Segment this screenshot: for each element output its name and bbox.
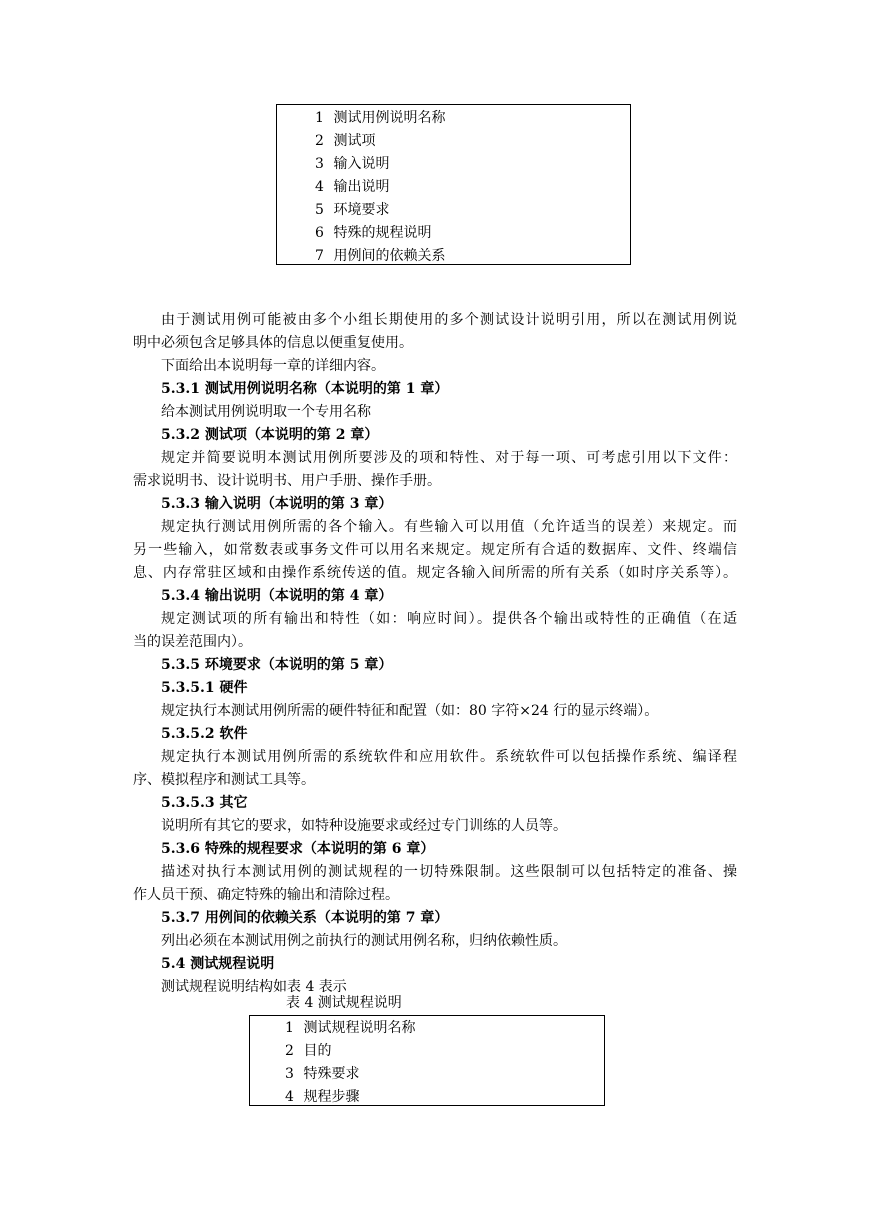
paragraph: 列出必须在本测试用例之前执行的测试用例名称，归纳依赖性质。: [161, 933, 567, 949]
paragraph-line: 规定并简要说明本测试用例所要涉及的项和特性、对于每一项、可考虑引用以下文件：: [161, 450, 737, 466]
item-label: 规程步骤: [303, 1089, 360, 1105]
subsection-heading: 5.3.5.2 软件: [161, 726, 248, 742]
table-row: [277, 222, 630, 245]
paragraph-line: 规定测试项的所有输出和特性（如：响应时间）。提供各个输出或特性的正确值（在适: [161, 611, 737, 627]
item-label: 输出说明: [333, 179, 390, 195]
item-label: 测试用例说明名称: [333, 110, 446, 126]
subsection-heading: 5.3.5.1 硬件: [161, 680, 248, 696]
table-row: [250, 1040, 604, 1063]
item-number: 6: [315, 225, 324, 241]
item-label: 目的: [303, 1043, 332, 1059]
item-label: 测试规程说明名称: [303, 1020, 416, 1036]
section-heading: 5.3.5 环境要求（本说明的第 5 章）: [161, 657, 393, 673]
test-case-structure-table: [276, 104, 631, 265]
item-number: 1: [315, 110, 324, 126]
paragraph-line: 息、内存常驻区域和由操作系统传送的值。规定各输入间所需的所有关系（如时序关系等）。: [133, 565, 737, 581]
item-number: 5: [315, 202, 324, 218]
paragraph-line: 规定执行测试用例所需的各个输入。有些输入可以用值（允许适当的误差）来规定。而: [161, 519, 737, 535]
table-row: [277, 107, 630, 130]
paragraph: 测试规程说明结构如表 4 表示: [161, 979, 347, 995]
table-row: [277, 199, 630, 222]
subsection-heading: 5.3.5.3 其它: [161, 795, 248, 811]
section-heading: 5.3.2 测试项（本说明的第 2 章）: [161, 427, 379, 443]
paragraph-line: 明中必须包含足够具体的信息以便重复使用。: [133, 335, 413, 351]
section-heading: 5.3.1 测试用例说明名称（本说明的第 1 章）: [161, 381, 449, 397]
item-number: 3: [285, 1066, 294, 1082]
section-heading: 5.3.4 输出说明（本说明的第 4 章）: [161, 588, 393, 604]
item-label: 测试项: [333, 133, 376, 149]
item-number: 1: [285, 1020, 294, 1036]
paragraph-line: 当的误差范围内）。: [133, 634, 252, 650]
table-caption: 表 4 测试规程说明: [286, 995, 402, 1011]
paragraph: 下面给出本说明每一章的详细内容。: [161, 358, 385, 374]
item-label: 特殊的规程说明: [333, 225, 432, 241]
table-row: [277, 130, 630, 153]
table-row: [277, 153, 630, 176]
item-number: 3: [315, 156, 324, 172]
paragraph-line: 作人员干预、确定特殊的输出和清除过程。: [133, 887, 399, 903]
section-heading: 5.4 测试规程说明: [161, 956, 275, 972]
item-number: 4: [285, 1089, 294, 1105]
paragraph: 说明所有其它的要求，如特种设施要求或经过专门训练的人员等。: [161, 818, 567, 834]
item-label: 用例间的依赖关系: [333, 248, 446, 264]
table-row: [277, 176, 630, 199]
paragraph-line: 序、模拟程序和测试工具等。: [133, 772, 315, 788]
test-procedure-structure-table: [249, 1015, 605, 1106]
section-heading: 5.3.3 输入说明（本说明的第 3 章）: [161, 496, 393, 512]
item-number: 2: [285, 1043, 294, 1059]
paragraph-line: 由于测试用例可能被由多个小组长期使用的多个测试设计说明引用，所以在测试用例说: [161, 312, 737, 328]
table-row: [250, 1086, 604, 1109]
table-row: [250, 1063, 604, 1086]
item-label: 环境要求: [333, 202, 390, 218]
paragraph-line: 描述对执行本测试用例的测试规程的一切特殊限制。这些限制可以包括特定的准备、操: [161, 864, 737, 880]
paragraph: 给本测试用例说明取一个专用名称: [161, 404, 371, 420]
item-number: 2: [315, 133, 324, 149]
paragraph-line: 规定执行本测试用例所需的系统软件和应用软件。系统软件可以包括操作系统、编译程: [161, 749, 737, 765]
item-label: 输入说明: [333, 156, 390, 172]
item-number: 4: [315, 179, 324, 195]
table-row: [277, 245, 630, 268]
section-heading: 5.3.6 特殊的规程要求（本说明的第 6 章）: [161, 841, 435, 857]
paragraph-line: 需求说明书、设计说明书、用户手册、操作手册。: [133, 473, 441, 489]
paragraph-line: 另一些输入，如常数表或事务文件可以用名来规定。规定所有合适的数据库、文件、终端信: [133, 542, 737, 558]
paragraph: 规定执行本测试用例所需的硬件特征和配置（如：80 字符×24 行的显示终端）。: [161, 703, 659, 719]
item-number: 7: [315, 248, 324, 264]
table-row: [250, 1017, 604, 1040]
item-label: 特殊要求: [303, 1066, 360, 1082]
section-heading: 5.3.7 用例间的依赖关系（本说明的第 7 章）: [161, 910, 449, 926]
